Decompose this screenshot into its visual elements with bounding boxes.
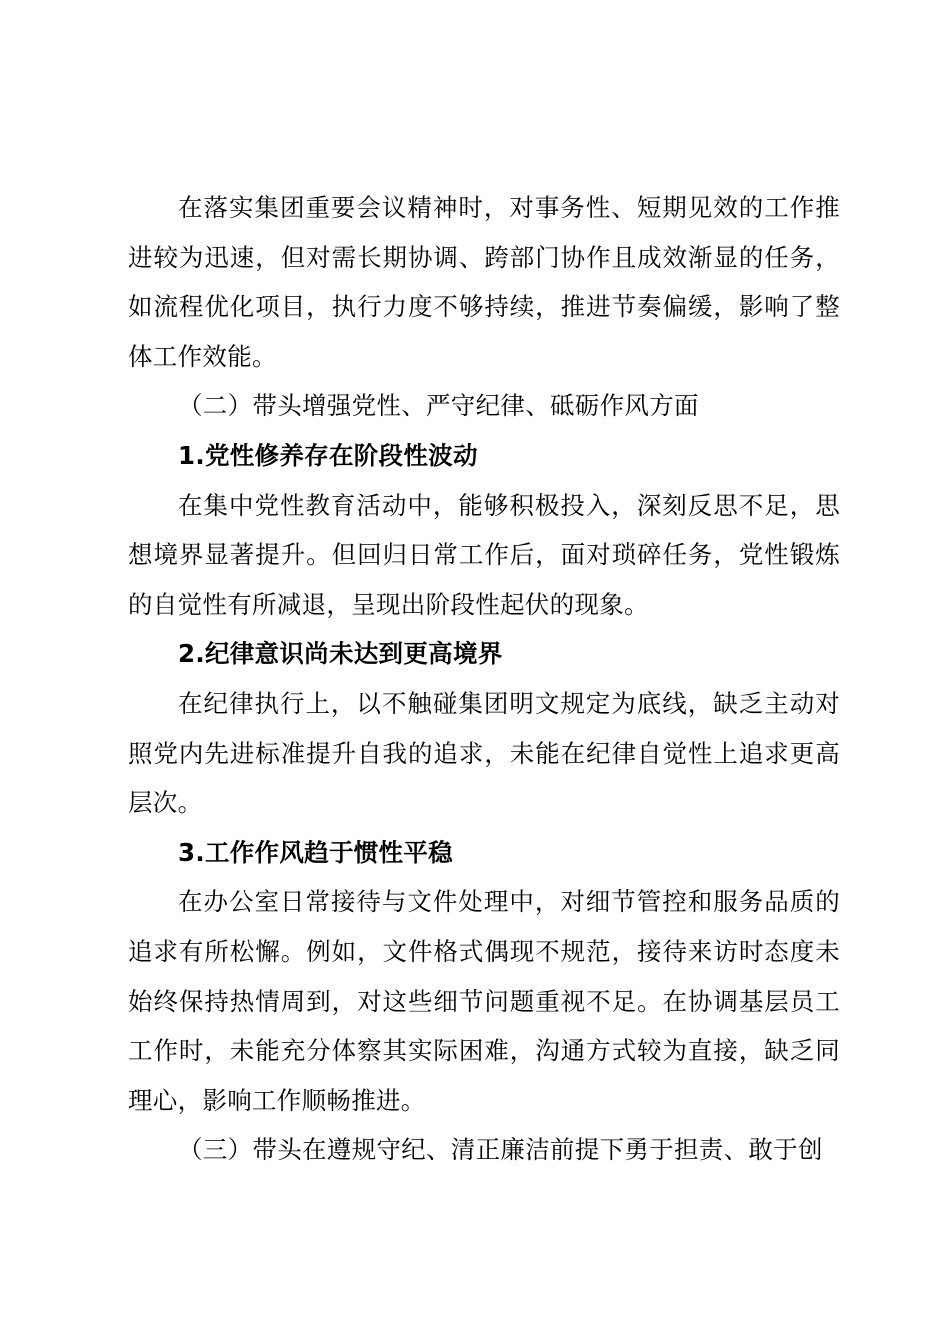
sub-heading: 2.纪律意识尚未达到更高境界 bbox=[178, 639, 503, 669]
section-heading: （三）带头在遵规守纪、清正廉洁前提下勇于担责、敢于创 bbox=[178, 1135, 823, 1165]
section-heading: （二）带头增强党性、严守纪律、砥砺作风方面 bbox=[178, 391, 699, 421]
document-body bbox=[128, 183, 840, 1175]
paragraph: 在集中党性教育活动中，能够积极投入，深刻反思不足，思想境界显著提升。但回归日常工作后，面对琐碎任务，党性锻炼的自觉性有所减退，呈现出阶段性起伏的现象。 bbox=[128, 490, 840, 619]
sub-heading: 3.工作作风趋于惯性平稳 bbox=[178, 837, 453, 867]
paragraph: 在落实集团重要会议精神时，对事务性、短期见效的工作推进较为迅速，但对需长期协调、跨部门协作且成效渐显的任务，如流程优化项目，执行力度不够持续，推进节奏偏缓，影响了整体工作效能。 bbox=[128, 193, 840, 371]
paragraph: 在办公室日常接待与文件处理中，对细节管控和服务品质的追求有所松懈。例如，文件格式偶现不规范，接待来访时态度未始终保持热情周到，对这些细节问题重视不足。在协调基层员工工作时，未能充分体察其实际困难，沟通方式较为直接，缺乏同理心，影响工作顺畅推进。 bbox=[128, 887, 840, 1115]
paragraph: 在纪律执行上，以不触碰集团明文规定为底线，缺乏主动对照党内先进标准提升自我的追求，未能在纪律自觉性上追求更高层次。 bbox=[128, 688, 840, 818]
sub-heading: 1.党性修养存在阶段性波动 bbox=[178, 440, 478, 470]
